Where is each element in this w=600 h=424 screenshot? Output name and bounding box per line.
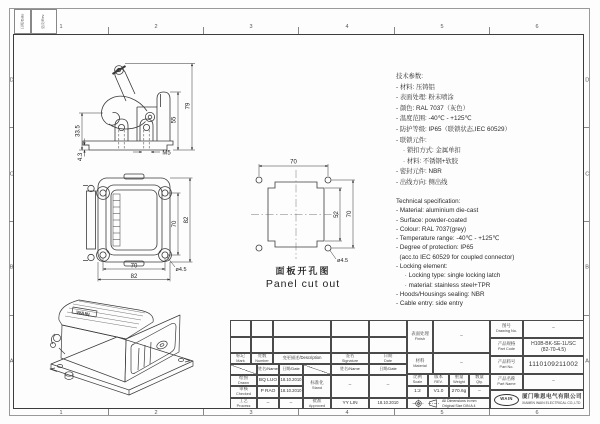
- panel-cutout-caption-cn: 面板开孔图: [275, 266, 331, 276]
- part-no-label: 产品料号 Part No.: [490, 356, 523, 374]
- zone-letter-right: C: [585, 171, 590, 178]
- weight-value: 270.6g: [449, 386, 469, 398]
- isometric-view-drawing: [35, 288, 210, 406]
- drawing-no-label: 图号 Drawing No.: [490, 320, 523, 338]
- zone-letter-right: A: [585, 358, 589, 365]
- zone-tick: [9, 127, 13, 128]
- rev-label: 版本 REV.: [428, 374, 449, 386]
- spec-line: - 材料: 压铸铝: [396, 83, 435, 91]
- dimension-label: 55: [171, 116, 178, 124]
- revision-cell-empty: [251, 337, 273, 354]
- spec-line: · Locking type: single locking latch: [396, 272, 501, 280]
- hidden-thread-lines: [119, 130, 149, 150]
- revision-header-date: 日期 Date: [369, 353, 407, 364]
- material-label: 材料 Material: [407, 353, 433, 374]
- rev-value: V1.0: [428, 386, 449, 398]
- side-view-drawing: [63, 50, 238, 175]
- zone-number-bottom: 1: [59, 409, 63, 416]
- zone-letter-left: A: [9, 358, 14, 365]
- revision-header-description: 变更描述/Description: [273, 353, 331, 364]
- process-label: 工艺 Process: [230, 398, 257, 410]
- company-names: [522, 394, 582, 405]
- revision-cell-empty: [251, 320, 273, 337]
- side-view-geometry: [83, 66, 173, 150]
- zone-tick: [584, 127, 589, 128]
- panel-cutout-dimensions: [259, 164, 355, 259]
- company-name-cn: 厦门唯恩电气有限公司: [522, 394, 582, 400]
- revision-cell-empty: [331, 337, 369, 354]
- date-header: 日期/Date: [279, 364, 303, 375]
- drawing-no-value: –: [523, 320, 584, 338]
- spec-line: - Hoods/Housings sealing: NBR: [396, 290, 485, 298]
- base-tabs: [50, 358, 190, 371]
- spec-line: · 锁扣方式: 金属单扣: [396, 147, 461, 155]
- date-header: 日期/Date: [369, 364, 407, 375]
- revision-strip-date-label: 日期/Date: [20, 13, 24, 30]
- side-view-dim-labels: [76, 102, 192, 161]
- checked-name: P RAO: [257, 386, 279, 398]
- panel-cutout-geometry: [256, 177, 331, 251]
- panel-cutout-drawing: [243, 126, 383, 271]
- part-code-label: 产品规格 Part Code: [490, 338, 523, 356]
- zone-tick: [108, 409, 109, 415]
- zone-number-top: 5: [440, 24, 444, 30]
- spec-line: - Material: aluminium die-cast: [396, 207, 479, 215]
- zone-number-bottom: 5: [440, 409, 444, 416]
- revision-header-number: 处数 Number: [251, 353, 273, 364]
- corner-cell: [230, 364, 257, 375]
- panel-cutout-caption-en: Panel cut out: [265, 278, 341, 290]
- panel-hole: [325, 177, 331, 183]
- zone-number-bottom: 3: [249, 409, 253, 416]
- dimension-label: ø4.5: [337, 258, 349, 264]
- first-angle-projection-icon: [412, 399, 425, 408]
- cavity-ribs: [138, 342, 151, 370]
- spec-line: - 密封元件: NBR: [396, 168, 442, 176]
- part-name-value: –: [523, 374, 584, 390]
- spec-line: - 温度范围: -40℃ - +125℃: [396, 115, 472, 123]
- spec-line: - Locking element:: [396, 263, 448, 271]
- zone-number-top: 1: [59, 24, 63, 30]
- spec-line: - 颜色: RAL 7037（灰色）: [396, 104, 469, 112]
- name-header: 姓名/Name: [257, 364, 279, 375]
- scale-label: 比例 Scale: [407, 374, 428, 386]
- dimension-label: 70: [171, 220, 178, 228]
- front-view-dim-labels: [131, 216, 190, 280]
- revision-header-signature: 签名 Signature: [331, 353, 369, 364]
- zone-number-top: 6: [535, 24, 539, 30]
- screw-lugs: [115, 119, 153, 141]
- spec-line: 技术参数:: [396, 73, 423, 80]
- spec-line: - 表面处理: 粉末喷涂: [396, 94, 454, 102]
- finish-value: –: [433, 320, 490, 353]
- dimension-label: 4.3: [78, 152, 84, 162]
- part-no-value: 1110109211002: [523, 356, 584, 374]
- base-plate: [51, 337, 193, 395]
- zone-letter-right: D: [585, 77, 590, 84]
- ribbed-strip: [113, 194, 120, 246]
- dimension-label: 70: [130, 263, 138, 270]
- panel-hole: [256, 177, 262, 183]
- revision-cell-empty: [273, 337, 331, 354]
- panel-hole: [325, 245, 331, 251]
- zone-number-top: 2: [154, 24, 158, 30]
- zone-letter-left: D: [9, 77, 14, 84]
- dimension-label: 82: [183, 216, 190, 224]
- zone-tick: [394, 27, 395, 34]
- mounting-hole: [100, 190, 106, 196]
- zone-tick: [203, 27, 204, 34]
- revision-cell-empty: [369, 320, 407, 337]
- standardized-name: –: [331, 375, 369, 398]
- spec-line: - 联锁元件:: [396, 136, 427, 144]
- side-latch: [83, 185, 96, 260]
- spec-line: · material: stainless steel+TPR: [396, 281, 491, 289]
- approved-date: 18.10.2010: [369, 398, 407, 410]
- zone-tick: [298, 409, 299, 415]
- zone-tick: [298, 27, 299, 34]
- part-code-value: H10B-BK-SE-1L/SC (82-70-4.5): [523, 338, 584, 356]
- projection-cone-icon: [428, 399, 439, 408]
- spec-line: · 材料: 不锈钢+软胶: [396, 157, 459, 165]
- spec-line: - Surface: powder-coated: [396, 216, 467, 224]
- isometric-geometry: [50, 300, 193, 395]
- finish-label: 表面处理 Finish: [407, 320, 433, 353]
- revision-strip-rev-label: 更改/Rev.: [41, 13, 46, 30]
- standardized-label: 标准化 Stand: [303, 375, 331, 398]
- qty-value: –: [469, 386, 490, 398]
- name-header: 姓名/Name: [331, 364, 369, 375]
- lug-hole: [143, 124, 149, 130]
- company-cell: [490, 390, 584, 409]
- wain-logo: WAIN: [494, 394, 519, 406]
- zone-letter-left: C: [9, 171, 14, 178]
- zone-tick: [394, 409, 395, 415]
- revision-strip-rev-cell: [31, 9, 57, 34]
- tech-spec-english: [396, 197, 514, 309]
- zone-tick: [203, 409, 204, 415]
- hood-body: [137, 92, 170, 141]
- revision-strip-date-cell: [14, 9, 31, 34]
- revision-cell-empty: [230, 320, 251, 337]
- cable-port-inner: [160, 343, 165, 347]
- zone-tick: [584, 315, 589, 316]
- approved-name: YY LIN: [331, 398, 369, 410]
- spec-line: Technical specification:: [396, 198, 461, 205]
- mounting-flange: [83, 141, 173, 150]
- dimension-label: ø4.5: [175, 267, 187, 273]
- spec-line: - 防护等级: IP65（联锁状态,IEC 60529）: [396, 125, 511, 133]
- revision-cell-empty: [331, 320, 369, 337]
- drawn-date: 18.10.2010: [279, 375, 303, 387]
- zone-letter-left: B: [9, 264, 14, 271]
- revision-cell-empty: [230, 337, 251, 354]
- spec-line: - Cable entry: side entry: [396, 300, 463, 308]
- tech-spec-chinese: [396, 72, 511, 189]
- dimension-label: 33.5: [75, 125, 82, 137]
- panel-cutout-dim-labels: [290, 160, 353, 265]
- revision-cell-empty: [369, 337, 407, 354]
- approved-label: 批准 Approved: [303, 398, 331, 410]
- zone-tick: [489, 27, 490, 34]
- lever-lugs: [51, 334, 66, 354]
- locking-lever: [101, 66, 154, 129]
- front-view-dimensions: [98, 178, 193, 282]
- spec-line: - Temperature range: -40℃ - +125℃: [396, 235, 500, 243]
- cable-port: [156, 340, 169, 351]
- dimension-label: 70: [346, 210, 353, 218]
- checked-date: 18.10.2010: [279, 386, 303, 398]
- spec-line: (acc.to IEC 60529 for coupled connector): [396, 253, 515, 261]
- standardized-date: –: [369, 375, 407, 398]
- process-date: –: [279, 398, 303, 410]
- process-name: –: [257, 398, 279, 410]
- weight-label: 重量 Weight: [449, 374, 469, 386]
- projection-and-note-cell: [407, 398, 490, 409]
- revision-cell-empty: [273, 320, 331, 337]
- revision-header-mark: 标记 Mark: [230, 353, 251, 364]
- zone-tick: [9, 315, 13, 316]
- zone-number-bottom: 4: [345, 409, 349, 416]
- body-left-face: [61, 325, 126, 382]
- zone-letter-right: B: [585, 264, 589, 271]
- lug-hole: [118, 124, 124, 130]
- front-view-drawing: [63, 168, 248, 305]
- embossed-logo: WAIN: [75, 310, 91, 319]
- dimension-label: 52: [334, 211, 340, 218]
- zone-number-bottom: 2: [154, 409, 158, 416]
- spec-line: - Degree of protection: IP65: [396, 244, 474, 252]
- zone-tick: [489, 409, 490, 415]
- checked-label: 审核 Checked: [230, 386, 257, 398]
- dimension-label: M5: [162, 150, 171, 157]
- dimensions-note: All Dimensions in mm Original Size DIN A 4: [442, 399, 477, 408]
- front-view-geometry: [83, 174, 171, 266]
- scale-value: 1:2: [407, 386, 428, 398]
- drawn-name: BQ LUO: [257, 375, 279, 387]
- base-hole: [178, 359, 183, 362]
- part-name-label: 产品名称 Part Name: [490, 374, 523, 390]
- front-foot: [65, 372, 73, 380]
- drawn-label: 绘图 Drawn: [230, 375, 257, 387]
- zone-tick: [9, 221, 13, 222]
- panel-hole: [256, 245, 262, 251]
- mounting-hole: [100, 252, 106, 258]
- qty-label: 数量 Qty.: [469, 374, 490, 386]
- zone-number-bottom: 6: [535, 409, 539, 416]
- zone-tick: [108, 27, 109, 34]
- zone-tick: [584, 221, 589, 222]
- dimension-label: 82: [130, 274, 138, 280]
- zone-number-top: 4: [345, 24, 349, 30]
- spec-line: - 出线方向: 侧出线: [396, 178, 448, 186]
- dimension-label: 79: [185, 102, 192, 110]
- corner-cell: [303, 364, 331, 375]
- company-name-en: XIAMEN WAIN ELECTRICAL CO.,LTD: [522, 401, 581, 405]
- zone-number-top: 3: [249, 24, 253, 30]
- spec-line: - Colour: RAL 7037(grey): [396, 225, 467, 233]
- dimension-label: 70: [290, 159, 297, 166]
- material-value: –: [433, 353, 490, 374]
